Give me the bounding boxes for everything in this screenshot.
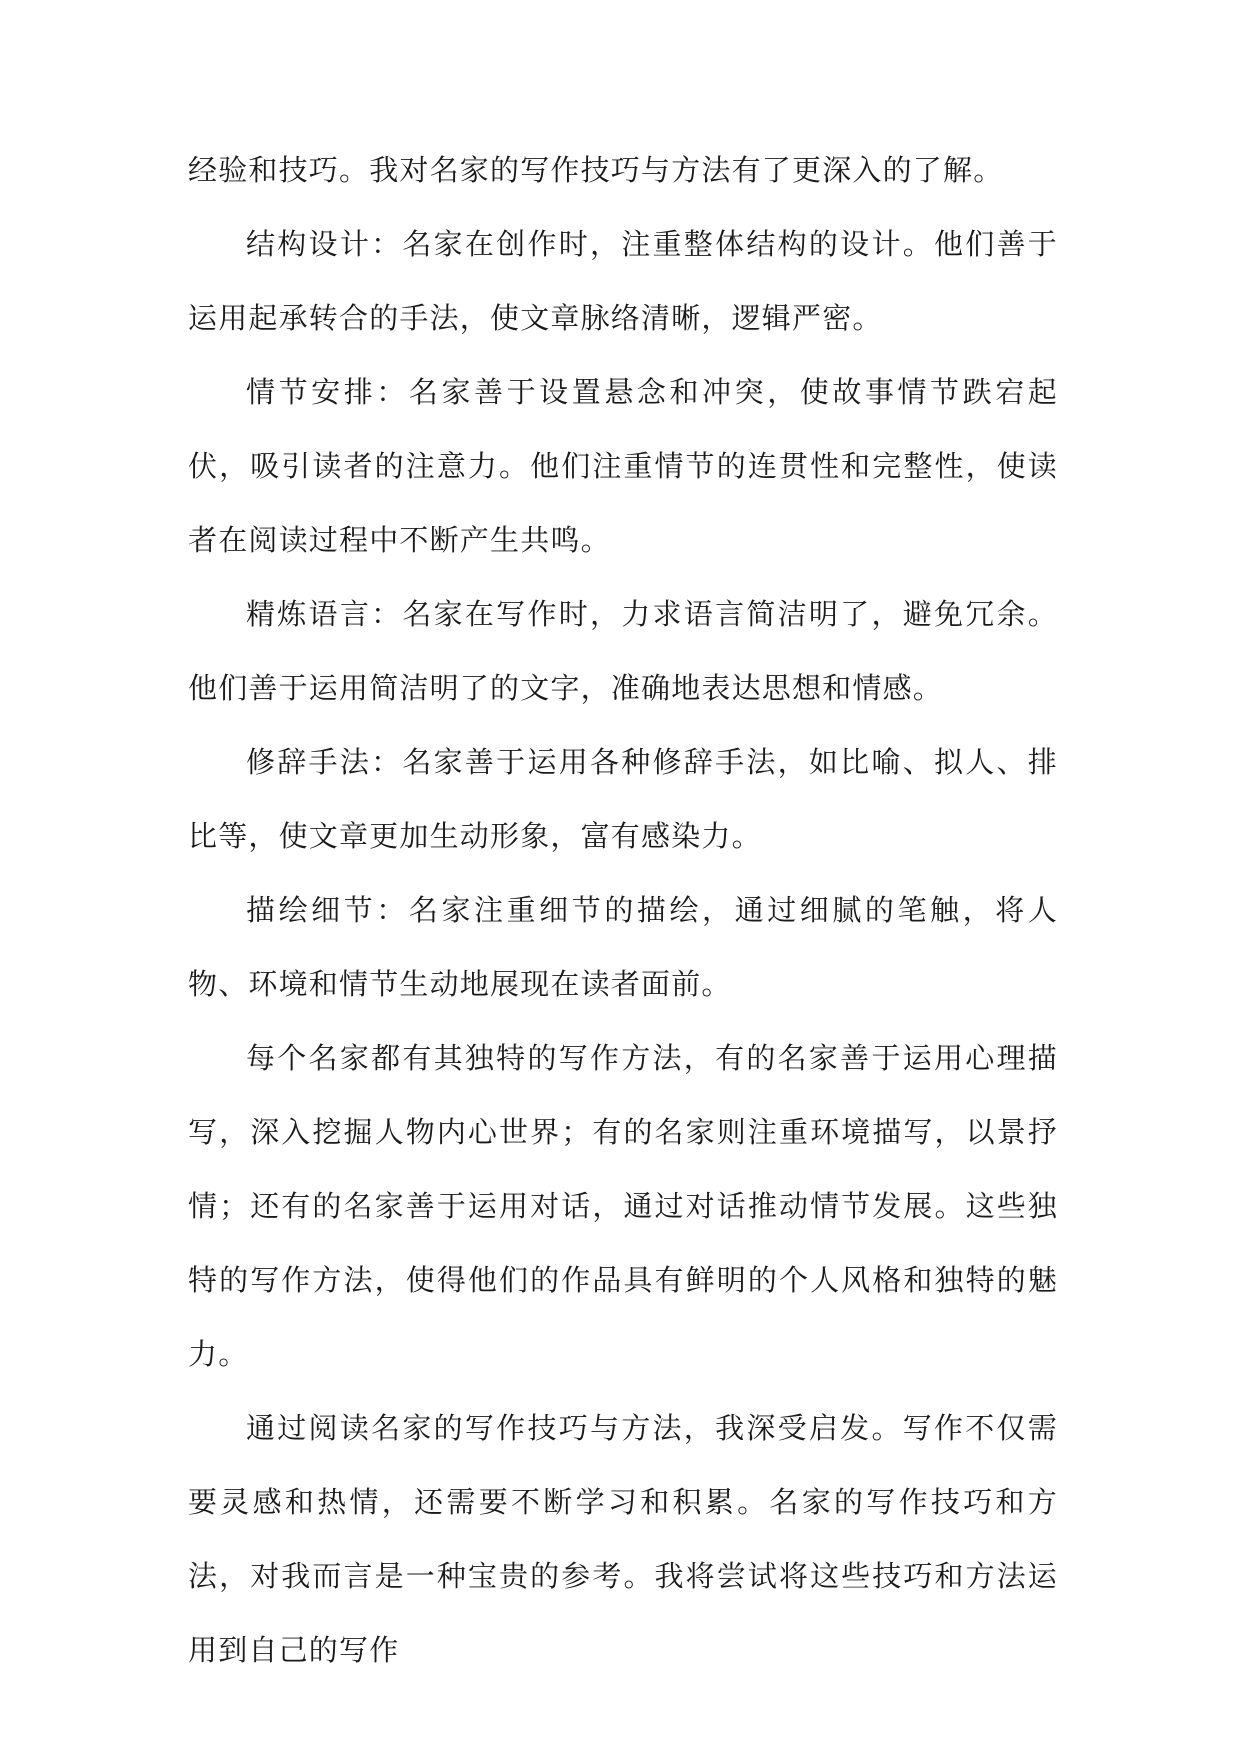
paragraph-details: 描绘细节：名家注重细节的描绘，通过细腻的笔触，将人物、环境和情节生动地展现在读者面前。 [188,893,1058,1001]
paragraph-conclusion: 通过阅读名家的写作技巧与方法，我深受启发。写作不仅需要灵感和热情，还需要不断学习和积累。名家的写作技巧和方法，对我而言是一种宝贵的参考。我将尝试将这些技巧和方法运用到自己的写作 [188,1411,1058,1667]
paragraph-continuation: 经验和技巧。我对名家的写作技巧与方法有了更深入的了解。 [188,153,1004,187]
paragraph-rhetoric: 修辞手法：名家善于运用各种修辞手法，如比喻、拟人、排比等，使文章更加生动形象，富有感染力。 [188,745,1058,853]
document-body [188,133,1058,1687]
paragraph-concise-language: 精炼语言：名家在写作时，力求语言简洁明了，避免冗余。他们善于运用简洁明了的文字，准确地表达思想和情感。 [188,597,1058,705]
paragraph-structure-design: 结构设计：名家在创作时，注重整体结构的设计。他们善于运用起承转合的手法，使文章脉络清晰，逻辑严密。 [188,227,1058,335]
paragraph-plot-arrangement: 情节安排：名家善于设置悬念和冲突，使故事情节跌宕起伏，吸引读者的注意力。他们注重情节的连贯性和完整性，使读者在阅读过程中不断产生共鸣。 [188,375,1058,557]
paragraph-unique-methods: 每个名家都有其独特的写作方法，有的名家善于运用心理描写，深入挖掘人物内心世界；有的名家则注重环境描写，以景抒情；还有的名家善于运用对话，通过对话推动情节发展。这些独特的写作方法，使得他们的作品具有鲜明的个人风格和独特的魅力。 [188,1041,1058,1371]
